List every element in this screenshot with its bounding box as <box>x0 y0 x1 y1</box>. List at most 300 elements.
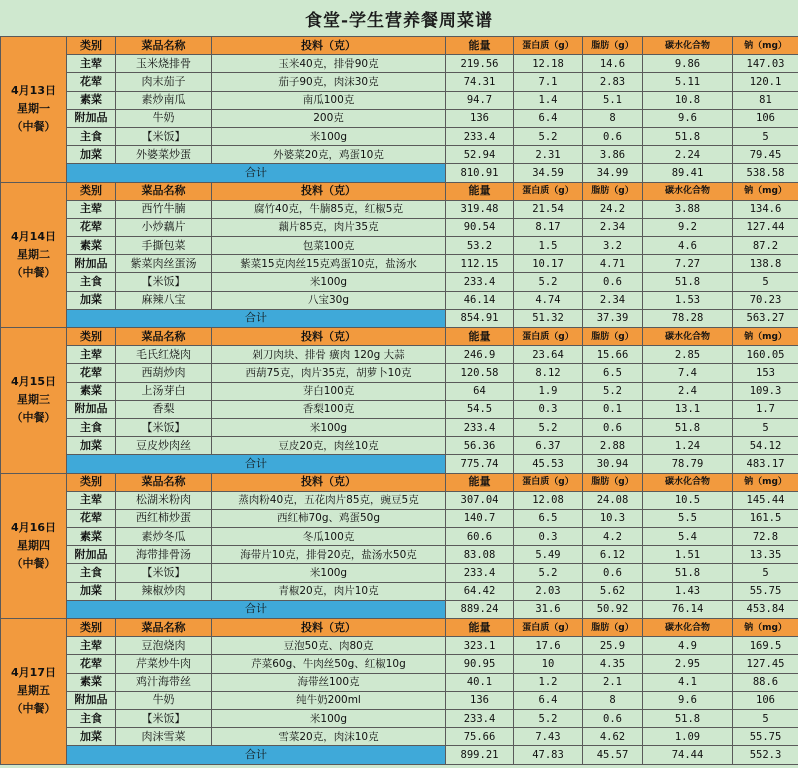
protein-cell: 6.5 <box>514 509 583 527</box>
table-row <box>1 382 798 400</box>
total-row <box>1 455 798 473</box>
protein-cell: 10.17 <box>514 255 583 273</box>
table-row <box>1 127 798 145</box>
fat-cell: 0.6 <box>583 418 643 436</box>
fat-header: 脂肪（g） <box>583 473 643 491</box>
total-energy-cell: 889.24 <box>446 600 514 618</box>
dish-name-cell: 素炒冬瓜 <box>116 528 212 546</box>
day-date: 4月13日 <box>11 84 56 98</box>
protein-cell: 2.03 <box>514 582 583 600</box>
carbs-cell: 4.1 <box>643 673 733 691</box>
table-row <box>1 55 798 73</box>
carbs-cell: 1.43 <box>643 582 733 600</box>
sodium-cell: 79.45 <box>733 146 798 164</box>
sodium-cell: 145.44 <box>733 491 798 509</box>
ingredients-cell: 200克 <box>212 109 446 127</box>
day-weekday: 星期四 <box>17 538 50 552</box>
table-row <box>1 728 798 746</box>
total-fat-cell: 34.99 <box>583 164 643 182</box>
carbs-cell: 51.8 <box>643 564 733 582</box>
carbs-cell: 1.51 <box>643 546 733 564</box>
category-cell: 加菜 <box>67 146 116 164</box>
table-row <box>1 491 798 509</box>
protein-cell: 8.17 <box>514 218 583 236</box>
energy-cell: 60.6 <box>446 528 514 546</box>
table-row <box>1 655 798 673</box>
category-cell: 附加品 <box>67 691 116 709</box>
fat-cell: 24.08 <box>583 491 643 509</box>
column-header-row <box>1 182 798 200</box>
day-weekday: 星期二 <box>17 247 50 261</box>
dish-name-cell: 外婆菜炒蛋 <box>116 146 212 164</box>
ingredients-cell: 海带片10克，排骨20克，盐汤水50克 <box>212 546 446 564</box>
energy-cell: 319.48 <box>446 200 514 218</box>
table-row <box>1 437 798 455</box>
protein-cell: 4.74 <box>514 291 583 309</box>
carbs-cell: 3.88 <box>643 200 733 218</box>
energy-header: 能量 <box>446 328 514 346</box>
dish-name-cell: 香梨 <box>116 400 212 418</box>
protein-cell: 6.4 <box>514 109 583 127</box>
energy-cell: 94.7 <box>446 91 514 109</box>
protein-cell: 17.6 <box>514 637 583 655</box>
total-fat-cell: 30.94 <box>583 455 643 473</box>
sodium-cell: 127.44 <box>733 218 798 236</box>
energy-cell: 219.56 <box>446 55 514 73</box>
table-row <box>1 91 798 109</box>
ingredients-cell: 米100g <box>212 709 446 727</box>
table-row <box>1 146 798 164</box>
table-row <box>1 564 798 582</box>
energy-header: 能量 <box>446 473 514 491</box>
sodium-header: 钠（mg） <box>733 619 798 637</box>
ingredients-cell: 西红柿70g、鸡蛋50g <box>212 509 446 527</box>
sodium-cell: 5 <box>733 273 798 291</box>
total-sodium-cell: 563.27 <box>733 309 798 327</box>
total-protein-cell: 34.59 <box>514 164 583 182</box>
category-cell: 主荤 <box>67 491 116 509</box>
fat-cell: 0.1 <box>583 400 643 418</box>
total-sodium-cell: 552.3 <box>733 746 798 764</box>
energy-cell: 323.1 <box>446 637 514 655</box>
weekly-menu-table <box>0 36 798 765</box>
carbs-header: 碳水化合物 <box>643 37 733 55</box>
dish-name-cell: 素炒南瓜 <box>116 91 212 109</box>
energy-cell: 246.9 <box>446 346 514 364</box>
energy-cell: 233.4 <box>446 709 514 727</box>
carbs-cell: 4.9 <box>643 637 733 655</box>
ingredients-header: 投料（克） <box>212 328 446 346</box>
table-row <box>1 673 798 691</box>
total-sodium-cell: 453.84 <box>733 600 798 618</box>
dish-name-cell: 豆泡烧肉 <box>116 637 212 655</box>
dish-name-cell: 海带排骨汤 <box>116 546 212 564</box>
sodium-cell: 106 <box>733 109 798 127</box>
ingredients-cell: 八宝30g <box>212 291 446 309</box>
day-meal: （中餐） <box>11 702 56 716</box>
fat-cell: 2.34 <box>583 291 643 309</box>
sodium-cell: 127.45 <box>733 655 798 673</box>
ingredients-cell: 紫菜15克肉丝15克鸡蛋10克，盐汤水 <box>212 255 446 273</box>
protein-header: 蛋白质（g） <box>514 473 583 491</box>
ingredients-cell: 蒸肉粉40克，五花肉片85克，豌豆5克 <box>212 491 446 509</box>
table-row <box>1 73 798 91</box>
table-row <box>1 237 798 255</box>
category-cell: 附加品 <box>67 546 116 564</box>
energy-cell: 74.31 <box>446 73 514 91</box>
table-row <box>1 200 798 218</box>
ingredients-cell: 芽白100克 <box>212 382 446 400</box>
ingredients-cell: 玉米40克，排骨90克 <box>212 55 446 73</box>
fat-cell: 2.88 <box>583 437 643 455</box>
category-cell: 主食 <box>67 709 116 727</box>
table-row <box>1 582 798 600</box>
fat-header: 脂肪（g） <box>583 37 643 55</box>
energy-header: 能量 <box>446 619 514 637</box>
category-cell: 主食 <box>67 127 116 145</box>
fat-cell: 5.62 <box>583 582 643 600</box>
protein-cell: 0.3 <box>514 528 583 546</box>
dish-name-cell: 玉米烧排骨 <box>116 55 212 73</box>
table-row <box>1 255 798 273</box>
category-cell: 花荤 <box>67 364 116 382</box>
category-cell: 素菜 <box>67 237 116 255</box>
carbs-cell: 9.2 <box>643 218 733 236</box>
sodium-header: 钠（mg） <box>733 182 798 200</box>
fat-cell: 6.12 <box>583 546 643 564</box>
carbs-header: 碳水化合物 <box>643 182 733 200</box>
protein-header: 蛋白质（g） <box>514 328 583 346</box>
total-protein-cell: 51.32 <box>514 309 583 327</box>
sodium-cell: 5 <box>733 418 798 436</box>
fat-cell: 2.1 <box>583 673 643 691</box>
category-cell: 素菜 <box>67 91 116 109</box>
total-carbs-cell: 74.44 <box>643 746 733 764</box>
ingredients-cell: 西葫75克，肉片35克，胡萝卜10克 <box>212 364 446 382</box>
protein-cell: 5.2 <box>514 273 583 291</box>
ingredients-cell: 米100g <box>212 564 446 582</box>
carbs-cell: 13.1 <box>643 400 733 418</box>
energy-cell: 64.42 <box>446 582 514 600</box>
energy-cell: 233.4 <box>446 127 514 145</box>
dish-name-cell: 麻辣八宝 <box>116 291 212 309</box>
sodium-cell: 72.8 <box>733 528 798 546</box>
energy-cell: 233.4 <box>446 273 514 291</box>
fat-cell: 14.6 <box>583 55 643 73</box>
ingredients-cell: 青椒20克，肉片10克 <box>212 582 446 600</box>
protein-cell: 7.43 <box>514 728 583 746</box>
total-sodium-cell: 483.17 <box>733 455 798 473</box>
fat-cell: 8 <box>583 691 643 709</box>
ingredients-header: 投料（克） <box>212 37 446 55</box>
sodium-header: 钠（mg） <box>733 328 798 346</box>
total-row <box>1 746 798 764</box>
sodium-cell: 81 <box>733 91 798 109</box>
ingredients-cell: 豆泡50克、肉80克 <box>212 637 446 655</box>
dish-header: 菜品名称 <box>116 37 212 55</box>
carbs-cell: 9.86 <box>643 55 733 73</box>
protein-cell: 7.1 <box>514 73 583 91</box>
energy-cell: 83.08 <box>446 546 514 564</box>
category-cell: 主食 <box>67 418 116 436</box>
sodium-cell: 5 <box>733 709 798 727</box>
fat-cell: 3.2 <box>583 237 643 255</box>
sodium-cell: 55.75 <box>733 728 798 746</box>
category-cell: 附加品 <box>67 255 116 273</box>
table-row <box>1 528 798 546</box>
category-cell: 花荤 <box>67 73 116 91</box>
dish-header: 菜品名称 <box>116 182 212 200</box>
sodium-header: 钠（mg） <box>733 37 798 55</box>
total-label: 合计 <box>67 309 446 327</box>
table-row <box>1 291 798 309</box>
energy-cell: 112.15 <box>446 255 514 273</box>
fat-cell: 0.6 <box>583 127 643 145</box>
carbs-header: 碳水化合物 <box>643 328 733 346</box>
protein-cell: 5.2 <box>514 127 583 145</box>
energy-cell: 53.2 <box>446 237 514 255</box>
total-fat-cell: 50.92 <box>583 600 643 618</box>
category-cell: 主荤 <box>67 55 116 73</box>
carbs-cell: 1.24 <box>643 437 733 455</box>
ingredients-cell: 纯牛奶200ml <box>212 691 446 709</box>
ingredients-cell: 腐竹40克，牛腩85克，红椒5克 <box>212 200 446 218</box>
ingredients-cell: 芹菜60g、牛肉丝50g、红椒10g <box>212 655 446 673</box>
fat-cell: 24.2 <box>583 200 643 218</box>
total-energy-cell: 775.74 <box>446 455 514 473</box>
table-row <box>1 546 798 564</box>
cat-header: 类别 <box>67 37 116 55</box>
protein-cell: 1.9 <box>514 382 583 400</box>
day-date: 4月15日 <box>11 375 56 389</box>
day-meal: （中餐） <box>11 265 56 279</box>
table-row <box>1 509 798 527</box>
energy-cell: 233.4 <box>446 564 514 582</box>
dish-name-cell: 【米饭】 <box>116 709 212 727</box>
carbs-cell: 7.4 <box>643 364 733 382</box>
energy-cell: 136 <box>446 691 514 709</box>
fat-cell: 6.5 <box>583 364 643 382</box>
carbs-cell: 9.6 <box>643 691 733 709</box>
total-protein-cell: 45.53 <box>514 455 583 473</box>
protein-cell: 23.64 <box>514 346 583 364</box>
dish-name-cell: 豆皮炒肉丝 <box>116 437 212 455</box>
total-label: 合计 <box>67 600 446 618</box>
dish-header: 菜品名称 <box>116 619 212 637</box>
table-row <box>1 273 798 291</box>
total-energy-cell: 899.21 <box>446 746 514 764</box>
dish-name-cell: 肉沫雪菜 <box>116 728 212 746</box>
total-fat-cell: 37.39 <box>583 309 643 327</box>
carbs-cell: 2.85 <box>643 346 733 364</box>
sodium-cell: 54.12 <box>733 437 798 455</box>
dish-name-cell: 【米饭】 <box>116 127 212 145</box>
category-cell: 花荤 <box>67 218 116 236</box>
column-header-row <box>1 37 798 55</box>
fat-cell: 3.86 <box>583 146 643 164</box>
total-energy-cell: 810.91 <box>446 164 514 182</box>
carbs-cell: 9.6 <box>643 109 733 127</box>
fat-cell: 4.35 <box>583 655 643 673</box>
fat-cell: 8 <box>583 109 643 127</box>
sodium-cell: 161.5 <box>733 509 798 527</box>
carbs-cell: 5.11 <box>643 73 733 91</box>
protein-cell: 5.2 <box>514 709 583 727</box>
carbs-header: 碳水化合物 <box>643 619 733 637</box>
fat-cell: 2.83 <box>583 73 643 91</box>
day-date: 4月16日 <box>11 520 56 534</box>
dish-name-cell: 西竹牛腩 <box>116 200 212 218</box>
column-header-row <box>1 328 798 346</box>
sodium-cell: 169.5 <box>733 637 798 655</box>
carbs-cell: 51.8 <box>643 273 733 291</box>
cat-header: 类别 <box>67 619 116 637</box>
sodium-cell: 120.1 <box>733 73 798 91</box>
category-cell: 素菜 <box>67 382 116 400</box>
category-cell: 花荤 <box>67 509 116 527</box>
fat-cell: 10.3 <box>583 509 643 527</box>
carbs-cell: 51.8 <box>643 709 733 727</box>
day-label <box>1 619 67 765</box>
ingredients-cell: 南瓜100克 <box>212 91 446 109</box>
day-meal: （中餐） <box>11 556 56 570</box>
dish-header: 菜品名称 <box>116 473 212 491</box>
category-cell: 主荤 <box>67 346 116 364</box>
ingredients-cell: 藕片85克，肉片35克 <box>212 218 446 236</box>
category-cell: 加菜 <box>67 728 116 746</box>
dish-name-cell: 上汤芽白 <box>116 382 212 400</box>
protein-header: 蛋白质（g） <box>514 37 583 55</box>
carbs-cell: 5.4 <box>643 528 733 546</box>
ingredients-cell: 米100g <box>212 418 446 436</box>
ingredients-cell: 米100g <box>212 127 446 145</box>
total-sodium-cell: 538.58 <box>733 164 798 182</box>
category-cell: 附加品 <box>67 109 116 127</box>
day-meal: （中餐） <box>11 411 56 425</box>
energy-header: 能量 <box>446 37 514 55</box>
day-label <box>1 182 67 328</box>
ingredients-cell: 冬瓜100克 <box>212 528 446 546</box>
day-date: 4月17日 <box>11 666 56 680</box>
protein-cell: 5.49 <box>514 546 583 564</box>
ingredients-cell: 包菜100克 <box>212 237 446 255</box>
table-row <box>1 637 798 655</box>
total-carbs-cell: 76.14 <box>643 600 733 618</box>
sodium-cell: 87.2 <box>733 237 798 255</box>
day-label <box>1 37 67 183</box>
protein-header: 蛋白质（g） <box>514 182 583 200</box>
fat-cell: 0.6 <box>583 273 643 291</box>
protein-header: 蛋白质（g） <box>514 619 583 637</box>
sodium-cell: 153 <box>733 364 798 382</box>
page-title: 食堂-学生营养餐周菜谱 <box>304 10 494 31</box>
energy-cell: 90.95 <box>446 655 514 673</box>
category-cell: 主荤 <box>67 637 116 655</box>
day-label <box>1 473 67 619</box>
category-cell: 加菜 <box>67 437 116 455</box>
sodium-cell: 88.6 <box>733 673 798 691</box>
fat-header: 脂肪（g） <box>583 619 643 637</box>
cat-header: 类别 <box>67 182 116 200</box>
sodium-cell: 5 <box>733 564 798 582</box>
total-protein-cell: 47.83 <box>514 746 583 764</box>
cat-header: 类别 <box>67 328 116 346</box>
dish-name-cell: 肉末茄子 <box>116 73 212 91</box>
carbs-cell: 10.8 <box>643 91 733 109</box>
energy-cell: 56.36 <box>446 437 514 455</box>
table-row <box>1 346 798 364</box>
day-weekday: 星期五 <box>17 684 50 698</box>
protein-cell: 8.12 <box>514 364 583 382</box>
fat-cell: 2.34 <box>583 218 643 236</box>
dish-name-cell: 小炒藕片 <box>116 218 212 236</box>
energy-cell: 136 <box>446 109 514 127</box>
fat-cell: 4.71 <box>583 255 643 273</box>
fat-cell: 25.9 <box>583 637 643 655</box>
energy-cell: 46.14 <box>446 291 514 309</box>
day-label <box>1 328 67 474</box>
energy-cell: 307.04 <box>446 491 514 509</box>
protein-cell: 12.18 <box>514 55 583 73</box>
table-row <box>1 109 798 127</box>
dish-name-cell: 牛奶 <box>116 109 212 127</box>
protein-cell: 6.37 <box>514 437 583 455</box>
protein-cell: 1.2 <box>514 673 583 691</box>
category-cell: 主荤 <box>67 200 116 218</box>
energy-header: 能量 <box>446 182 514 200</box>
sodium-cell: 5 <box>733 127 798 145</box>
fat-header: 脂肪（g） <box>583 328 643 346</box>
fat-cell: 0.6 <box>583 564 643 582</box>
total-row <box>1 164 798 182</box>
total-fat-cell: 45.57 <box>583 746 643 764</box>
carbs-header: 碳水化合物 <box>643 473 733 491</box>
sodium-cell: 160.05 <box>733 346 798 364</box>
sodium-cell: 147.03 <box>733 55 798 73</box>
sodium-cell: 13.35 <box>733 546 798 564</box>
carbs-cell: 1.09 <box>643 728 733 746</box>
energy-cell: 64 <box>446 382 514 400</box>
sodium-cell: 134.6 <box>733 200 798 218</box>
energy-cell: 90.54 <box>446 218 514 236</box>
category-cell: 素菜 <box>67 673 116 691</box>
day-meal: （中餐） <box>11 120 56 134</box>
day-weekday: 星期一 <box>17 102 50 116</box>
ingredients-header: 投料（克） <box>212 182 446 200</box>
protein-cell: 10 <box>514 655 583 673</box>
carbs-cell: 10.5 <box>643 491 733 509</box>
category-cell: 花荤 <box>67 655 116 673</box>
fat-header: 脂肪（g） <box>583 182 643 200</box>
dish-header: 菜品名称 <box>116 328 212 346</box>
sodium-cell: 106 <box>733 691 798 709</box>
dish-name-cell: 手撕包菜 <box>116 237 212 255</box>
protein-cell: 6.4 <box>514 691 583 709</box>
sodium-cell: 1.7 <box>733 400 798 418</box>
protein-cell: 21.54 <box>514 200 583 218</box>
ingredients-header: 投料（克） <box>212 619 446 637</box>
total-label: 合计 <box>67 164 446 182</box>
ingredients-cell: 海带丝100克 <box>212 673 446 691</box>
energy-cell: 54.5 <box>446 400 514 418</box>
total-carbs-cell: 78.79 <box>643 455 733 473</box>
day-weekday: 星期三 <box>17 393 50 407</box>
carbs-cell: 51.8 <box>643 127 733 145</box>
dish-name-cell: 【米饭】 <box>116 564 212 582</box>
day-date: 4月14日 <box>11 229 56 243</box>
carbs-cell: 2.24 <box>643 146 733 164</box>
sodium-cell: 70.23 <box>733 291 798 309</box>
